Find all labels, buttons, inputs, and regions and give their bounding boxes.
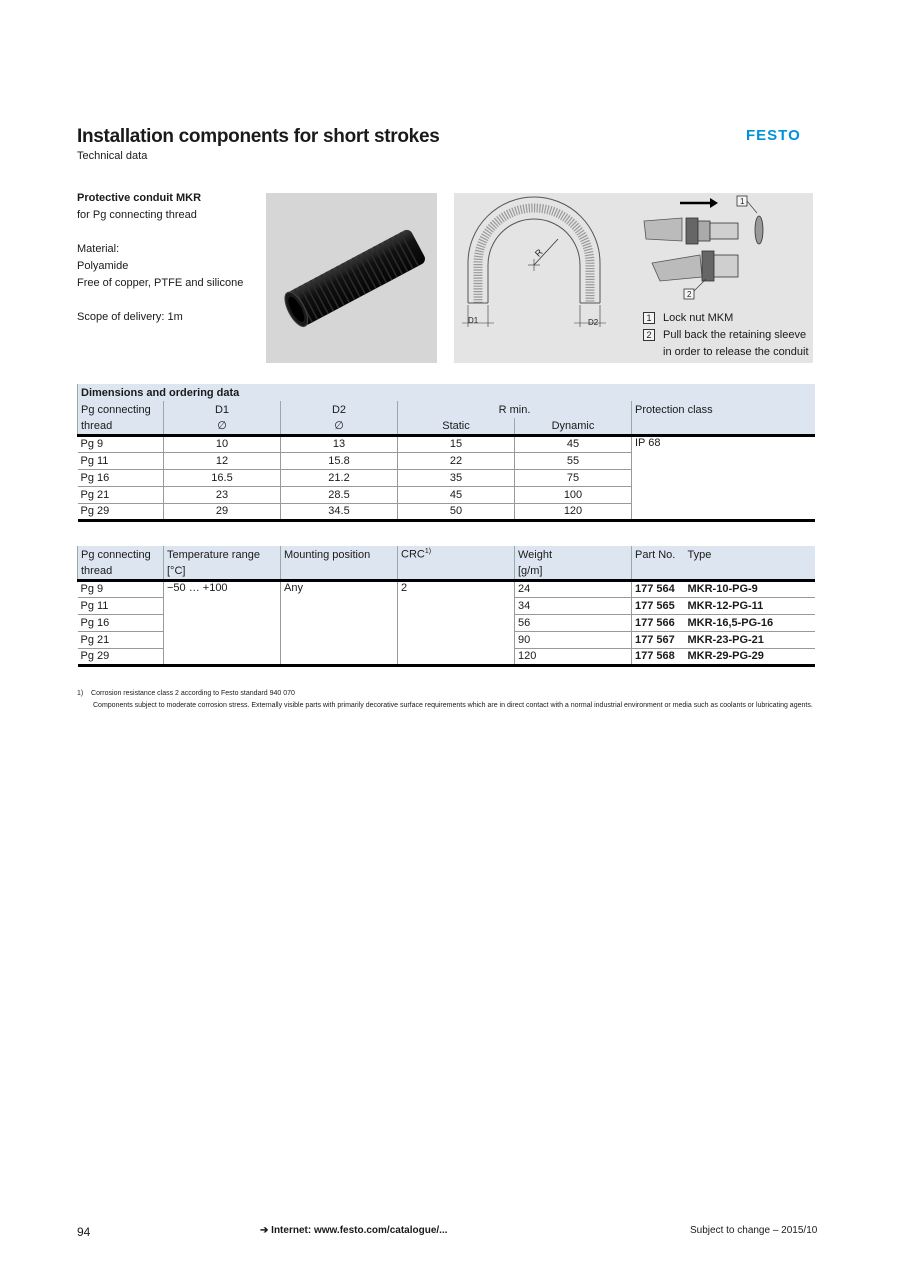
- product-photo: [266, 193, 437, 363]
- dimensions-table: [77, 384, 815, 522]
- cell-pg: Pg 16: [78, 469, 164, 486]
- cell-d1: 16.5: [164, 469, 281, 486]
- col-header-weight: Weight: [515, 546, 632, 563]
- cell-d1: 12: [164, 452, 281, 469]
- cell-d1: 23: [164, 486, 281, 503]
- label-d1: D1: [468, 316, 479, 325]
- col-header-temp: Temperature range: [164, 546, 281, 563]
- crc-label: CRC: [401, 548, 425, 561]
- product-name: Protective conduit MKR: [77, 192, 202, 204]
- catalogue-link-text[interactable]: Internet: www.festo.com/catalogue/...: [271, 1225, 448, 1236]
- col-header-rmin: R min.: [398, 401, 632, 418]
- col-header-dynamic: Dynamic: [515, 418, 632, 435]
- legend-text: Pull back the retaining sleeve in order to release the conduit: [663, 329, 809, 358]
- cell-type: MKR-29-PG-29: [685, 648, 815, 665]
- cell-partno: 177 567: [632, 631, 685, 648]
- legend-num: 2: [643, 329, 655, 341]
- cell-dynamic: 120: [515, 503, 632, 520]
- festo-logo: [744, 126, 814, 144]
- col-header-type: Type: [685, 546, 815, 563]
- col-header-static: Static: [398, 418, 515, 435]
- label-r: R: [532, 246, 545, 259]
- material-note: Free of copper, PTFE and silicone: [77, 277, 244, 289]
- cell-pg: Pg 21: [78, 486, 164, 503]
- cell-pg: Pg 9: [78, 435, 164, 452]
- ordering-table: [77, 546, 815, 667]
- cell-d2: 21.2: [281, 469, 398, 486]
- cell-d2: 28.5: [281, 486, 398, 503]
- cell-type: MKR-23-PG-21: [685, 631, 815, 648]
- page-title: Installation components for short strokes: [77, 126, 440, 147]
- cell-type: MKR-16,5-PG-16: [685, 614, 815, 631]
- cell-static: 22: [398, 452, 515, 469]
- col-header-pg: Pg connecting: [78, 546, 164, 563]
- cell-type: MKR-10-PG-9: [685, 580, 815, 597]
- scope-of-delivery: Scope of delivery: 1m: [77, 311, 183, 323]
- cell-weight: 24: [515, 580, 632, 597]
- footnote-marker: 1): [77, 690, 84, 697]
- material-label: Material:: [77, 243, 120, 255]
- catalogue-link[interactable]: [260, 1225, 448, 1236]
- col-header-mount: Mounting position: [281, 546, 398, 563]
- cell-weight: 90: [515, 631, 632, 648]
- page-subtitle: Technical data: [77, 150, 148, 162]
- footnote-line2: Components subject to moderate corrosion stress. Externally visible parts with primarily decorative surface requirements which are in direct contact with a normal industrial environment or media such as coolants or lubricating agents.: [93, 702, 813, 709]
- crc-footnote-marker: 1): [424, 548, 432, 556]
- col-header-pg2: thread: [78, 563, 164, 580]
- col-header-temp-unit: [°C]: [164, 563, 281, 580]
- cell-partno: 177 566: [632, 614, 685, 631]
- cell-pg: Pg 9: [78, 580, 164, 597]
- cell-d2: 34.5: [281, 503, 398, 520]
- cell-static: 15: [398, 435, 515, 452]
- subject-to-change: Subject to change – 2015/10: [690, 1225, 818, 1236]
- cell-static: 35: [398, 469, 515, 486]
- legend-num: 1: [643, 312, 655, 324]
- material-value: Polyamide: [77, 260, 129, 272]
- cell-dynamic: 75: [515, 469, 632, 486]
- cell-weight: 34: [515, 597, 632, 614]
- product-desc: for Pg connecting thread: [77, 209, 197, 221]
- callout-2: 2: [687, 290, 692, 299]
- cell-temp: −50 … +100: [164, 580, 281, 665]
- cell-type: MKR-12-PG-11: [685, 597, 815, 614]
- col-header-weight-unit: [g/m]: [515, 563, 632, 580]
- logo-text: FESTO: [746, 127, 801, 144]
- cell-dynamic: 100: [515, 486, 632, 503]
- cell-protection: IP 68: [632, 435, 815, 520]
- label-d2: D2: [588, 318, 599, 327]
- cell-pg: Pg 11: [78, 597, 164, 614]
- cell-weight: 120: [515, 648, 632, 665]
- cell-d1: 29: [164, 503, 281, 520]
- col-header-crc: [398, 546, 515, 563]
- footnote-line1: Corrosion resistance class 2 according to Festo standard 940 070: [91, 690, 295, 697]
- cell-partno: 177 568: [632, 648, 685, 665]
- table-row: [78, 435, 815, 452]
- callout-1: 1: [740, 197, 745, 206]
- table-row: [78, 580, 815, 597]
- cell-d1: 10: [164, 435, 281, 452]
- col-header-pg: Pg connecting: [78, 401, 164, 418]
- col-header-d1-sym: ∅: [164, 418, 281, 435]
- cell-dynamic: 45: [515, 435, 632, 452]
- cell-crc: 2: [398, 580, 515, 665]
- cell-pg: Pg 21: [78, 631, 164, 648]
- cell-weight: 56: [515, 614, 632, 631]
- legend-item: [640, 310, 813, 327]
- page-number: 94: [77, 1225, 91, 1239]
- cell-d2: 13: [281, 435, 398, 452]
- drawing-legend: [640, 310, 813, 361]
- section-title: Dimensions and ordering data: [78, 384, 815, 401]
- cell-partno: 177 565: [632, 597, 685, 614]
- cell-dynamic: 55: [515, 452, 632, 469]
- cell-pg: Pg 29: [78, 503, 164, 520]
- col-header-d2: D2: [281, 401, 398, 418]
- cell-static: 50: [398, 503, 515, 520]
- col-header-protection: Protection class: [632, 401, 815, 418]
- cell-mount: Any: [281, 580, 398, 665]
- cell-partno: 177 564: [632, 580, 685, 597]
- legend-item: [640, 327, 813, 361]
- product-intro: [77, 190, 257, 326]
- col-header-d1: D1: [164, 401, 281, 418]
- cell-pg: Pg 11: [78, 452, 164, 469]
- legend-text: Lock nut MKM: [663, 312, 734, 324]
- footnote: [77, 688, 817, 712]
- cell-pg: Pg 29: [78, 648, 164, 665]
- col-header-pg2: thread: [78, 418, 164, 435]
- col-header-partno: Part No.: [632, 546, 685, 563]
- col-header-d2-sym: ∅: [281, 418, 398, 435]
- cell-static: 45: [398, 486, 515, 503]
- cell-d2: 15.8: [281, 452, 398, 469]
- cell-pg: Pg 16: [78, 614, 164, 631]
- arrow-icon: ➔: [260, 1225, 269, 1236]
